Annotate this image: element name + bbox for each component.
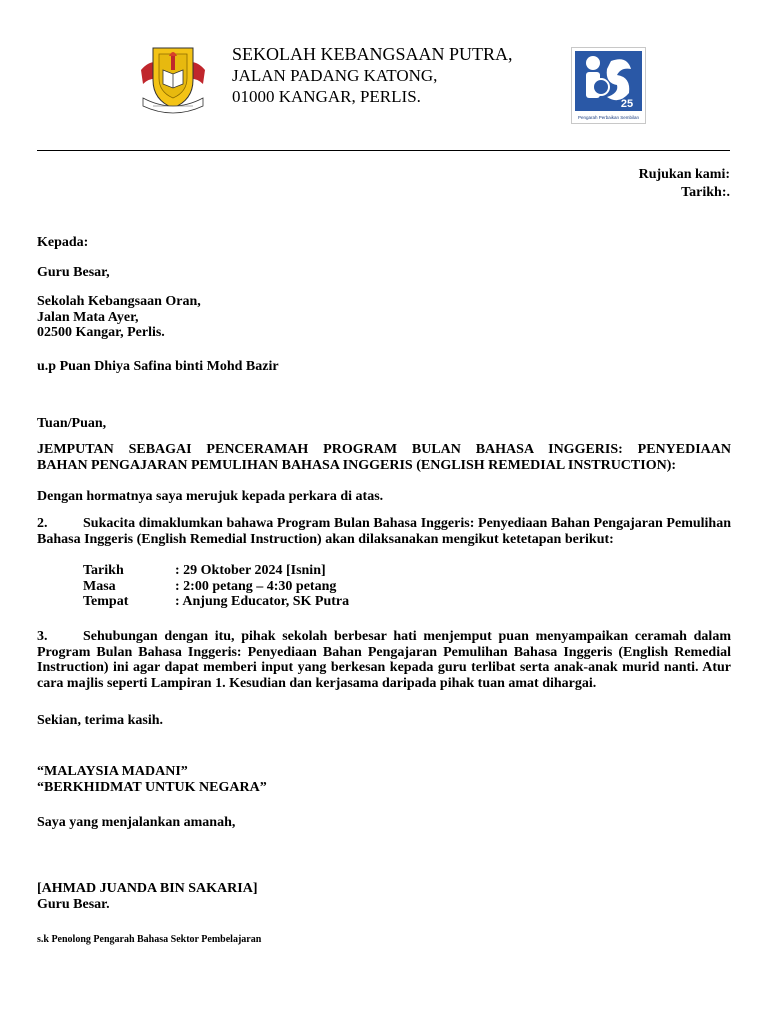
school-header <box>232 44 513 107</box>
paragraph-2 <box>37 516 731 547</box>
detail-value: : 2:00 petang – 4:30 petang <box>175 578 337 594</box>
event-details <box>83 563 483 610</box>
detail-key: Masa <box>83 578 116 594</box>
detail-row-masa <box>83 579 483 595</box>
paragraph-2-text: Sukacita dimaklumkan bahawa Program Bulan Bahasa Inggeris: Penyediaan Bahan Pengajaran Pemulihan Bahasa Inggeris (English Remedial Instruction) akan dilaksanakan mengikut ketetapan berikut: <box>37 516 731 547</box>
signatory-name: [AHMAD JUANDA BIN SAKARIA] <box>37 881 258 896</box>
signatory-block <box>37 881 731 912</box>
logo-caption: Pengarah Perbaikan Sembilan <box>577 115 640 120</box>
subject-line-2: BAHAN PENGAJARAN PEMULIHAN BAHASA INGGERIS (ENGLISH REMEDIAL INSTRUCTION): <box>37 457 677 473</box>
reference-block <box>639 166 730 202</box>
subject <box>37 442 731 473</box>
subject-line-1: JEMPUTAN SEBAGAI PENCERAMAH PROGRAM BULAN BAHASA INGGERIS: PENYEDIAAN <box>37 442 731 457</box>
paragraph-3-number: 3. <box>37 629 48 644</box>
logo-25-number: 25 <box>620 98 634 110</box>
motto-block <box>37 764 731 795</box>
detail-key: Tempat <box>83 594 129 609</box>
recipient-line-2: Jalan Mata Ayer, <box>37 309 139 325</box>
opening-line: Dengan hormatnya saya merujuk kepada perkara di atas. <box>37 489 384 504</box>
tarikh-label: Tarikh:. <box>681 185 730 200</box>
recipient-address <box>37 294 731 341</box>
attention-line: u.p Puan Dhiya Safina binti Mohd Bazir <box>37 359 279 374</box>
header-divider <box>37 150 730 151</box>
recipient-line-3: 02500 Kangar, Perlis. <box>37 325 165 340</box>
cc-line: s.k Penolong Pengarah Bahasa Sektor Pembelajaran <box>37 934 262 945</box>
school-crest-logo <box>137 40 209 118</box>
detail-value: : Anjung Educator, SK Putra <box>175 594 350 609</box>
school-name: SEKOLAH KEBANGSAAN PUTRA, <box>232 44 513 64</box>
paragraph-2-number: 2. <box>37 516 48 531</box>
motto-1: “MALAYSIA MADANI” <box>37 764 188 779</box>
amanah-line: Saya yang menjalankan amanah, <box>37 815 236 830</box>
recipient-title: Guru Besar, <box>37 265 110 280</box>
address-line-2: 01000 KANGAR, PERLIS. <box>232 87 421 106</box>
salutation: Tuan/Puan, <box>37 416 107 431</box>
paragraph-3-text: Sehubungan dengan itu, pihak sekolah berbesar hati menjemput puan menyampaikan ceramah dalam Program Bulan Bahasa Inggeris: Penyediaan Bahan Pengajaran Pemulihan Bahasa Inggeris (English Remedial Instruction) ini agar dapat memberi input yang berkesan kepada guru terlibat serta anak-anak murid nanti. Atur cara majlis seperti Lampiran 1. Kesudian dan kerjasama daripada pihak tuan amat dihargai. <box>37 629 731 691</box>
detail-row-tempat <box>83 594 483 610</box>
detail-key: Tarikh <box>83 563 124 578</box>
rujukan-label: Rujukan kami: <box>638 167 730 182</box>
detail-row-tarikh <box>83 563 483 579</box>
closing-line: Sekian, terima kasih. <box>37 713 164 728</box>
address-line-1: JALAN PADANG KATONG, <box>232 66 438 85</box>
signatory-title: Guru Besar. <box>37 896 110 912</box>
anniversary-logo <box>571 47 646 124</box>
kepada-label: Kepada: <box>37 235 89 250</box>
detail-value: : 29 Oktober 2024 [Isnin] <box>175 563 326 578</box>
recipient-line-1: Sekolah Kebangsaan Oran, <box>37 294 201 309</box>
motto-2: “BERKHIDMAT UNTUK NEGARA” <box>37 779 267 795</box>
paragraph-3 <box>37 629 731 691</box>
